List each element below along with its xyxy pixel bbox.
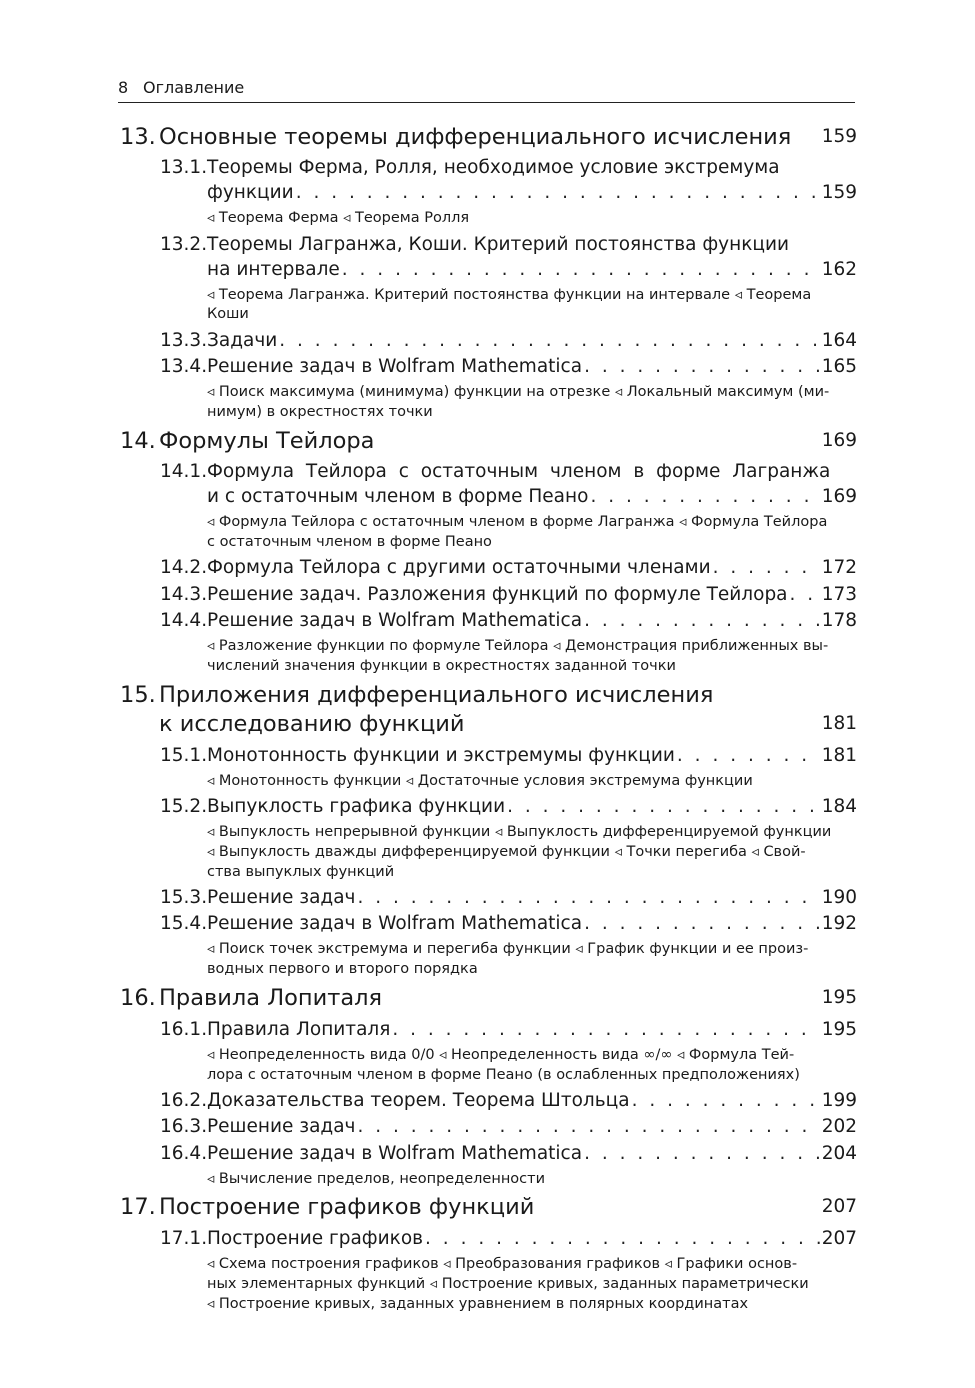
section-page: 192 — [821, 913, 857, 934]
dot-leader — [584, 610, 820, 631]
toc-chapter-14[interactable] — [120, 428, 857, 458]
topics-15-4: ◃ Поиск точек экстремума и перегиба функции ◃ График функции и ее произ- — [207, 941, 809, 957]
toc-chapter-13[interactable] — [120, 124, 857, 154]
section-number: 16.1. — [160, 1019, 208, 1040]
toc-section-13-1[interactable] — [160, 157, 857, 181]
section-title: Решение задач в Wolfram Mathematica — [207, 610, 583, 631]
topics-15-2: ◃ Выпуклость непрерывной функции ◃ Выпуклость дифференцируемой функции — [207, 824, 832, 840]
dot-leader-line — [207, 486, 857, 507]
toc-section-15-1[interactable] — [160, 745, 857, 769]
topics-16-1-cont: лора с остаточным членом в форме Пеано (в ослабленных предположениях) — [207, 1067, 800, 1083]
dot-leader — [584, 913, 820, 934]
dot-leader-line — [207, 330, 857, 351]
chapter-page: 207 — [821, 1196, 857, 1217]
topics-13-2-cont: Коши — [207, 306, 249, 322]
toc-section-16-2[interactable] — [160, 1090, 857, 1114]
dot-leader-line — [207, 356, 857, 377]
toc-section-14-1[interactable] — [160, 461, 857, 485]
running-header — [118, 78, 855, 103]
section-number: 13.1. — [160, 157, 208, 178]
section-number: 14.2. — [160, 557, 208, 578]
dot-leader-line — [207, 796, 857, 817]
dot-leader-line — [207, 557, 857, 578]
dot-leader — [425, 1228, 820, 1249]
section-title: Формула Тейлора с остаточным членом в форме Лагранжа — [207, 461, 831, 482]
chapter-title: Построение графиков функций — [159, 1194, 535, 1220]
section-page: 195 — [821, 1019, 857, 1040]
chapter-page: 181 — [821, 713, 857, 734]
topics-15-2-c: ства выпуклых функций — [207, 864, 395, 880]
toc-section-16-1[interactable] — [160, 1019, 857, 1043]
chapter-title: Приложения дифференциального исчисления — [159, 682, 714, 708]
toc-chapter-17[interactable] — [120, 1194, 857, 1224]
section-title: Формула Тейлора с другими остаточными членами — [207, 557, 711, 578]
section-page: 190 — [821, 887, 857, 908]
toc-chapter-15[interactable] — [120, 682, 857, 712]
dot-leader-line — [207, 887, 857, 908]
dot-leader — [392, 1019, 819, 1040]
topics-15-4-cont: водных первого и второго порядка — [207, 961, 478, 977]
chapter-title: Основные теоремы дифференциального исчисления — [159, 124, 792, 150]
section-title: Решение задач — [207, 1116, 356, 1137]
section-page: 181 — [821, 745, 857, 766]
section-page: 199 — [821, 1090, 857, 1111]
dot-leader-line — [207, 1143, 857, 1164]
section-number: 15.2. — [160, 796, 208, 817]
topics-13-2: ◃ Теорема Лагранжа. Критерий постоянства функции на интервале ◃ Теорема — [207, 287, 812, 303]
dot-leader-line — [207, 745, 857, 766]
topics-17-1: ◃ Схема построения графиков ◃ Преобразования графиков ◃ Графики основ- — [207, 1256, 798, 1272]
topics-14-4: ◃ Разложение функции по формуле Тейлора ◃ Демонстрация приближенных вы- — [207, 638, 829, 654]
section-title: Задачи — [207, 330, 278, 351]
page-number: 8 — [118, 78, 129, 97]
toc-section-14-4[interactable] — [160, 610, 857, 634]
topics-15-2-b: ◃ Выпуклость дважды дифференцируемой функции ◃ Точки перегиба ◃ Свой- — [207, 844, 806, 860]
section-number: 16.2. — [160, 1090, 208, 1111]
section-title-cont: и с остаточным членом в форме Пеано — [207, 486, 589, 507]
section-title-cont: на интервале — [207, 259, 340, 280]
chapter-number: 16. — [120, 985, 156, 1011]
toc-section-13-2-cont[interactable] — [160, 259, 857, 283]
toc-section-14-3[interactable] — [160, 584, 857, 608]
chapter-title: Формулы Тейлора — [159, 428, 375, 454]
section-number: 16.4. — [160, 1143, 208, 1164]
topics-15-1: ◃ Монотонность функции ◃ Достаточные условия экстремума функции — [207, 773, 753, 789]
dot-leader-line — [207, 913, 857, 934]
section-page: 184 — [821, 796, 857, 817]
section-page: 162 — [821, 259, 857, 280]
topics-13-4-cont: нимум) в окрестностях точки — [207, 404, 433, 420]
topics-16-4: ◃ Вычисление пределов, неопределенности — [207, 1171, 546, 1187]
toc-section-14-1-cont[interactable] — [160, 486, 857, 510]
section-number: 15.4. — [160, 913, 208, 934]
dot-leader-line — [207, 259, 857, 280]
topics-17-1-b: ных элементарных функций ◃ Построение кривых, заданных параметрически — [207, 1276, 809, 1292]
chapter-title: Правила Лопиталя — [159, 985, 383, 1011]
section-page: 178 — [821, 610, 857, 631]
section-number: 13.2. — [160, 234, 208, 255]
toc-chapter-15-cont[interactable] — [120, 711, 857, 741]
chapter-page: 169 — [821, 430, 857, 451]
section-page: 173 — [821, 584, 857, 605]
section-title: Монотонность функции и экстремумы функции — [207, 745, 675, 766]
dot-leader — [790, 584, 820, 605]
chapter-number: 13. — [120, 124, 156, 150]
section-number: 15.1. — [160, 745, 208, 766]
section-title: Теоремы Ферма, Ролля, необходимое условие экстремума — [207, 157, 780, 178]
toc-section-15-3[interactable] — [160, 887, 857, 911]
dot-leader-line — [207, 1228, 857, 1249]
dot-leader-line — [207, 182, 857, 203]
toc-section-13-1-cont[interactable] — [160, 182, 857, 206]
section-number: 14.1. — [160, 461, 208, 482]
dot-leader-line — [207, 610, 857, 631]
toc-section-16-4[interactable] — [160, 1143, 857, 1167]
toc-section-13-2[interactable] — [160, 234, 857, 258]
toc-section-15-4[interactable] — [160, 913, 857, 937]
section-page: 164 — [821, 330, 857, 351]
dot-leader — [342, 259, 820, 280]
chapter-number: 17. — [120, 1194, 156, 1220]
section-title: Решение задач в Wolfram Mathematica — [207, 913, 583, 934]
topics-14-1: ◃ Формула Тейлора с остаточным членом в форме Лагранжа ◃ Формула Тейлора — [207, 514, 828, 530]
section-title: Решение задач в Wolfram Mathematica — [207, 1143, 583, 1164]
dot-leader — [357, 887, 819, 908]
dot-leader — [677, 745, 820, 766]
section-page: 204 — [821, 1143, 857, 1164]
chapter-title-cont: к исследованию функций — [159, 711, 465, 737]
toc-section-17-1[interactable] — [160, 1228, 857, 1252]
dot-leader-line — [207, 584, 857, 605]
dot-leader — [584, 1143, 820, 1164]
section-title: Выпуклость графика функции — [207, 796, 506, 817]
chapter-page: 159 — [821, 126, 857, 147]
section-page: 165 — [821, 356, 857, 377]
dot-leader — [507, 796, 820, 817]
dot-leader — [590, 486, 819, 507]
dot-leader — [713, 557, 820, 578]
section-page: 202 — [821, 1116, 857, 1137]
chapter-page: 195 — [821, 987, 857, 1008]
section-title: Решение задач в Wolfram Mathematica — [207, 356, 583, 377]
dot-leader-line — [207, 1090, 857, 1111]
dot-leader — [632, 1090, 820, 1111]
dot-leader-line — [207, 1116, 857, 1137]
section-number: 14.3. — [160, 584, 208, 605]
section-title: Решение задач. Разложения функций по формуле Тейлора — [207, 584, 788, 605]
topics-13-1: ◃ Теорема Ферма ◃ Теорема Ролля — [207, 210, 470, 226]
section-number: 13.3. — [160, 330, 208, 351]
section-title: Доказательства теорем. Теорема Штольца — [207, 1090, 630, 1111]
section-title-cont: функции — [207, 182, 294, 203]
toc-section-14-2[interactable] — [160, 557, 857, 581]
section-number: 14.4. — [160, 610, 208, 631]
section-page: 207 — [821, 1228, 857, 1249]
chapter-number: 15. — [120, 682, 156, 708]
section-title: Теоремы Лагранжа, Коши. Критерий постоянства функции — [207, 234, 790, 255]
dot-leader — [357, 1116, 819, 1137]
section-page: 172 — [821, 557, 857, 578]
section-number: 15.3. — [160, 887, 208, 908]
topics-14-4-cont: числений значения функции в окрестностях заданной точки — [207, 658, 676, 674]
toc-section-15-2[interactable] — [160, 796, 857, 820]
topics-16-1: ◃ Неопределенность вида 0/0 ◃ Неопределенность вида ∞/∞ ◃ Формула Тей- — [207, 1047, 795, 1063]
topics-13-4: ◃ Поиск максимума (минимума) функции на отрезке ◃ Локальный максимум (ми- — [207, 384, 830, 400]
dot-leader — [279, 330, 819, 351]
section-page: 159 — [821, 182, 857, 203]
dot-leader-line — [207, 1019, 857, 1040]
section-title: Правила Лопиталя — [207, 1019, 391, 1040]
section-number: 13.4. — [160, 356, 208, 377]
chapter-number: 14. — [120, 428, 156, 454]
toc-section-13-4[interactable] — [160, 356, 857, 380]
section-title: Решение задач — [207, 887, 356, 908]
section-page: 169 — [821, 486, 857, 507]
section-number: 17.1. — [160, 1228, 208, 1249]
toc-chapter-16[interactable] — [120, 985, 857, 1015]
section-title: Построение графиков — [207, 1228, 424, 1249]
topics-14-1-cont: с остаточным членом в форме Пеано — [207, 534, 492, 550]
toc-section-16-3[interactable] — [160, 1116, 857, 1140]
running-title: Оглавление — [143, 78, 245, 97]
section-number: 16.3. — [160, 1116, 208, 1137]
toc-section-13-3[interactable] — [160, 330, 857, 354]
topics-17-1-c: ◃ Построение кривых, заданных уравнением в полярных координатах — [207, 1296, 749, 1312]
dot-leader — [584, 356, 820, 377]
dot-leader — [296, 182, 820, 203]
